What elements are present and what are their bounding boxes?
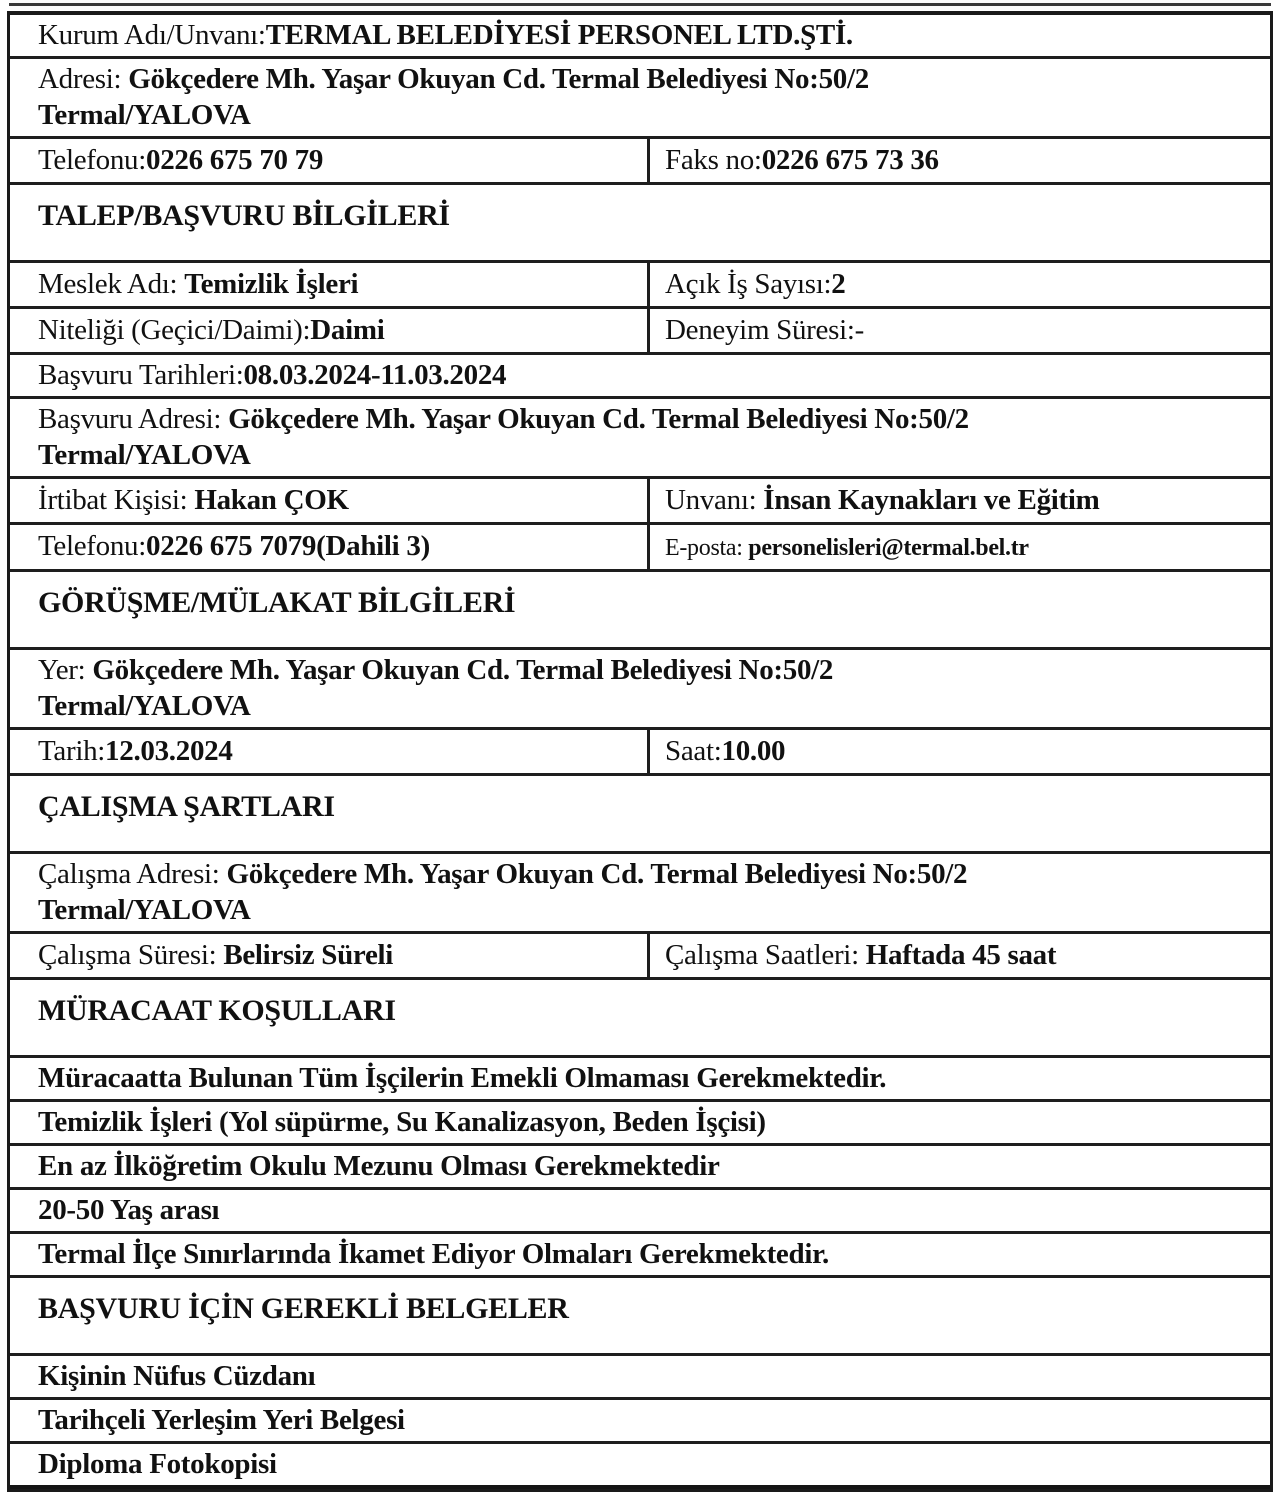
field-label: Telefonu: <box>38 144 147 176</box>
field-label: Faks no: <box>665 144 762 176</box>
field-label: Başvuru Adresi: <box>38 403 229 435</box>
cell-meslek-adi <box>10 263 650 306</box>
field-label: Çalışma Süresi: <box>38 939 224 971</box>
condition-text: En az İlköğretim Okulu Mezunu Olması Gerekmektedir <box>38 1150 720 1182</box>
cell-calisma-saatleri <box>650 934 1270 977</box>
job-posting-table <box>7 11 1273 1492</box>
field-label: Deneyim Süresi:- <box>665 314 864 346</box>
document-item-text: Kişinin Nüfus Cüzdanı <box>38 1360 316 1392</box>
field-value-line2: Termal/YALOVA <box>38 894 251 926</box>
document-item-text: Diploma Fotokopisi <box>38 1448 277 1480</box>
field-value: 2 <box>831 268 846 300</box>
field-value: 0226 675 70 79 <box>146 144 324 176</box>
cell-faks <box>650 139 1270 182</box>
row-kosul-emekli <box>10 1058 1270 1102</box>
field-value: Gökçedere Mh. Yaşar Okuyan Cd. Termal Belediyesi No:50/2 <box>92 654 834 686</box>
section-talep-basvuru <box>10 185 1270 263</box>
row-calisma-adresi <box>10 854 1270 934</box>
field-label: Adresi: <box>38 63 129 95</box>
section-title: ÇALIŞMA ŞARTLARI <box>38 790 335 823</box>
field-value: personelisleri@termal.bel.tr <box>748 535 1029 561</box>
field-label: İrtibat Kişisi: <box>38 484 195 516</box>
row-kosul-isler <box>10 1102 1270 1146</box>
cell-telefonu-dahili <box>10 525 650 569</box>
row-belge-diploma <box>10 1444 1270 1489</box>
field-value: Temizlik İşleri <box>184 268 359 300</box>
row-kosul-yas <box>10 1190 1270 1234</box>
cell-saat <box>650 730 1270 773</box>
row-belge-yerlesim <box>10 1400 1270 1444</box>
field-label: Çalışma Adresi: <box>38 858 227 890</box>
cell-tarih <box>10 730 650 773</box>
row-belge-nufus <box>10 1356 1270 1400</box>
field-value: Belirsiz Süreli <box>223 939 394 971</box>
cell-niteligi <box>10 309 650 352</box>
section-muracaat-kosullari <box>10 980 1270 1058</box>
field-value-line2: Termal/YALOVA <box>38 439 251 471</box>
field-value-line2: Termal/YALOVA <box>38 99 251 131</box>
section-gerekli-belgeler <box>10 1278 1270 1356</box>
field-label: Tarih: <box>38 735 106 767</box>
condition-text: Termal İlçe Sınırlarında İkamet Ediyor Olmaları Gerekmektedir. <box>38 1238 829 1270</box>
scan-artifact-line <box>9 3 1271 6</box>
field-label: Telefonu: <box>38 530 147 562</box>
field-label: Saat: <box>665 735 722 767</box>
section-title: MÜRACAAT KOŞULLARI <box>38 994 396 1027</box>
row-adresi <box>10 59 1270 139</box>
field-label: Kurum Adı/Unvanı: <box>38 19 266 51</box>
cell-unvani <box>650 479 1270 522</box>
cell-deneyim-suresi <box>650 309 1270 352</box>
field-value: 0226 675 73 36 <box>761 144 939 176</box>
cell-telefonu <box>10 139 650 182</box>
field-label: Meslek Adı: <box>38 268 185 300</box>
field-value: Hakan ÇOK <box>194 484 349 516</box>
row-irtibat-unvan <box>10 479 1270 525</box>
row-tarih-saat <box>10 730 1270 776</box>
row-basvuru-tarihleri <box>10 355 1270 399</box>
section-calisma-sartlari <box>10 776 1270 854</box>
cell-irtibat-kisisi <box>10 479 650 522</box>
cell-eposta <box>650 525 1270 569</box>
field-value: Daimi <box>310 314 385 346</box>
row-kurum-adi <box>10 15 1270 59</box>
field-value: İnsan Kaynakları ve Eğitim <box>763 484 1100 516</box>
condition-text: Müracaatta Bulunan Tüm İşçilerin Emekli Olmaması Gerekmektedir. <box>38 1062 887 1094</box>
field-label: Açık İş Sayısı: <box>665 268 832 300</box>
field-value: 10.00 <box>721 735 786 767</box>
row-calisma-suresi-saatleri <box>10 934 1270 980</box>
field-value: 0226 675 7079(Dahili 3) <box>146 530 430 562</box>
cell-acik-is-sayisi <box>650 263 1270 306</box>
row-kosul-ikamet <box>10 1234 1270 1278</box>
field-value: Gökçedere Mh. Yaşar Okuyan Cd. Termal Belediyesi No:50/2 <box>226 858 968 890</box>
condition-text: 20-50 Yaş arası <box>38 1194 220 1226</box>
section-title: GÖRÜŞME/MÜLAKAT BİLGİLERİ <box>38 586 516 619</box>
section-title: BAŞVURU İÇİN GEREKLİ BELGELER <box>38 1292 569 1325</box>
row-kosul-egitim <box>10 1146 1270 1190</box>
field-value-line2: Termal/YALOVA <box>38 690 251 722</box>
row-telefon-eposta <box>10 525 1270 572</box>
condition-text: Temizlik İşleri (Yol süpürme, Su Kanalizasyon, Beden İşçisi) <box>38 1106 766 1138</box>
row-niteligi-deneyim <box>10 309 1270 355</box>
row-telefon-faks <box>10 139 1270 185</box>
field-label: E-posta: <box>665 535 749 561</box>
field-label: Unvanı: <box>665 484 764 516</box>
row-yer <box>10 650 1270 730</box>
field-value: Gökçedere Mh. Yaşar Okuyan Cd. Termal Belediyesi No:50/2 <box>228 403 969 435</box>
field-label: Çalışma Saatleri: <box>665 939 866 971</box>
row-basvuru-adresi <box>10 399 1270 479</box>
cell-calisma-suresi <box>10 934 650 977</box>
field-value: 08.03.2024-11.03.2024 <box>243 359 507 391</box>
field-label: Niteliği (Geçici/Daimi): <box>38 314 311 346</box>
field-label: Başvuru Tarihleri: <box>38 359 244 391</box>
field-value: 12.03.2024 <box>105 735 233 767</box>
section-gorusme-mulakat <box>10 572 1270 650</box>
field-value: Haftada 45 saat <box>865 939 1057 971</box>
field-value: TERMAL BELEDİYESİ PERSONEL LTD.ŞTİ. <box>265 19 853 51</box>
section-title: TALEP/BAŞVURU BİLGİLERİ <box>38 199 450 232</box>
row-meslek-acik-is <box>10 263 1270 309</box>
field-label: Yer: <box>38 654 93 686</box>
field-value: Gökçedere Mh. Yaşar Okuyan Cd. Termal Belediyesi No:50/2 <box>128 63 869 95</box>
document-item-text: Tarihçeli Yerleşim Yeri Belgesi <box>38 1404 405 1436</box>
